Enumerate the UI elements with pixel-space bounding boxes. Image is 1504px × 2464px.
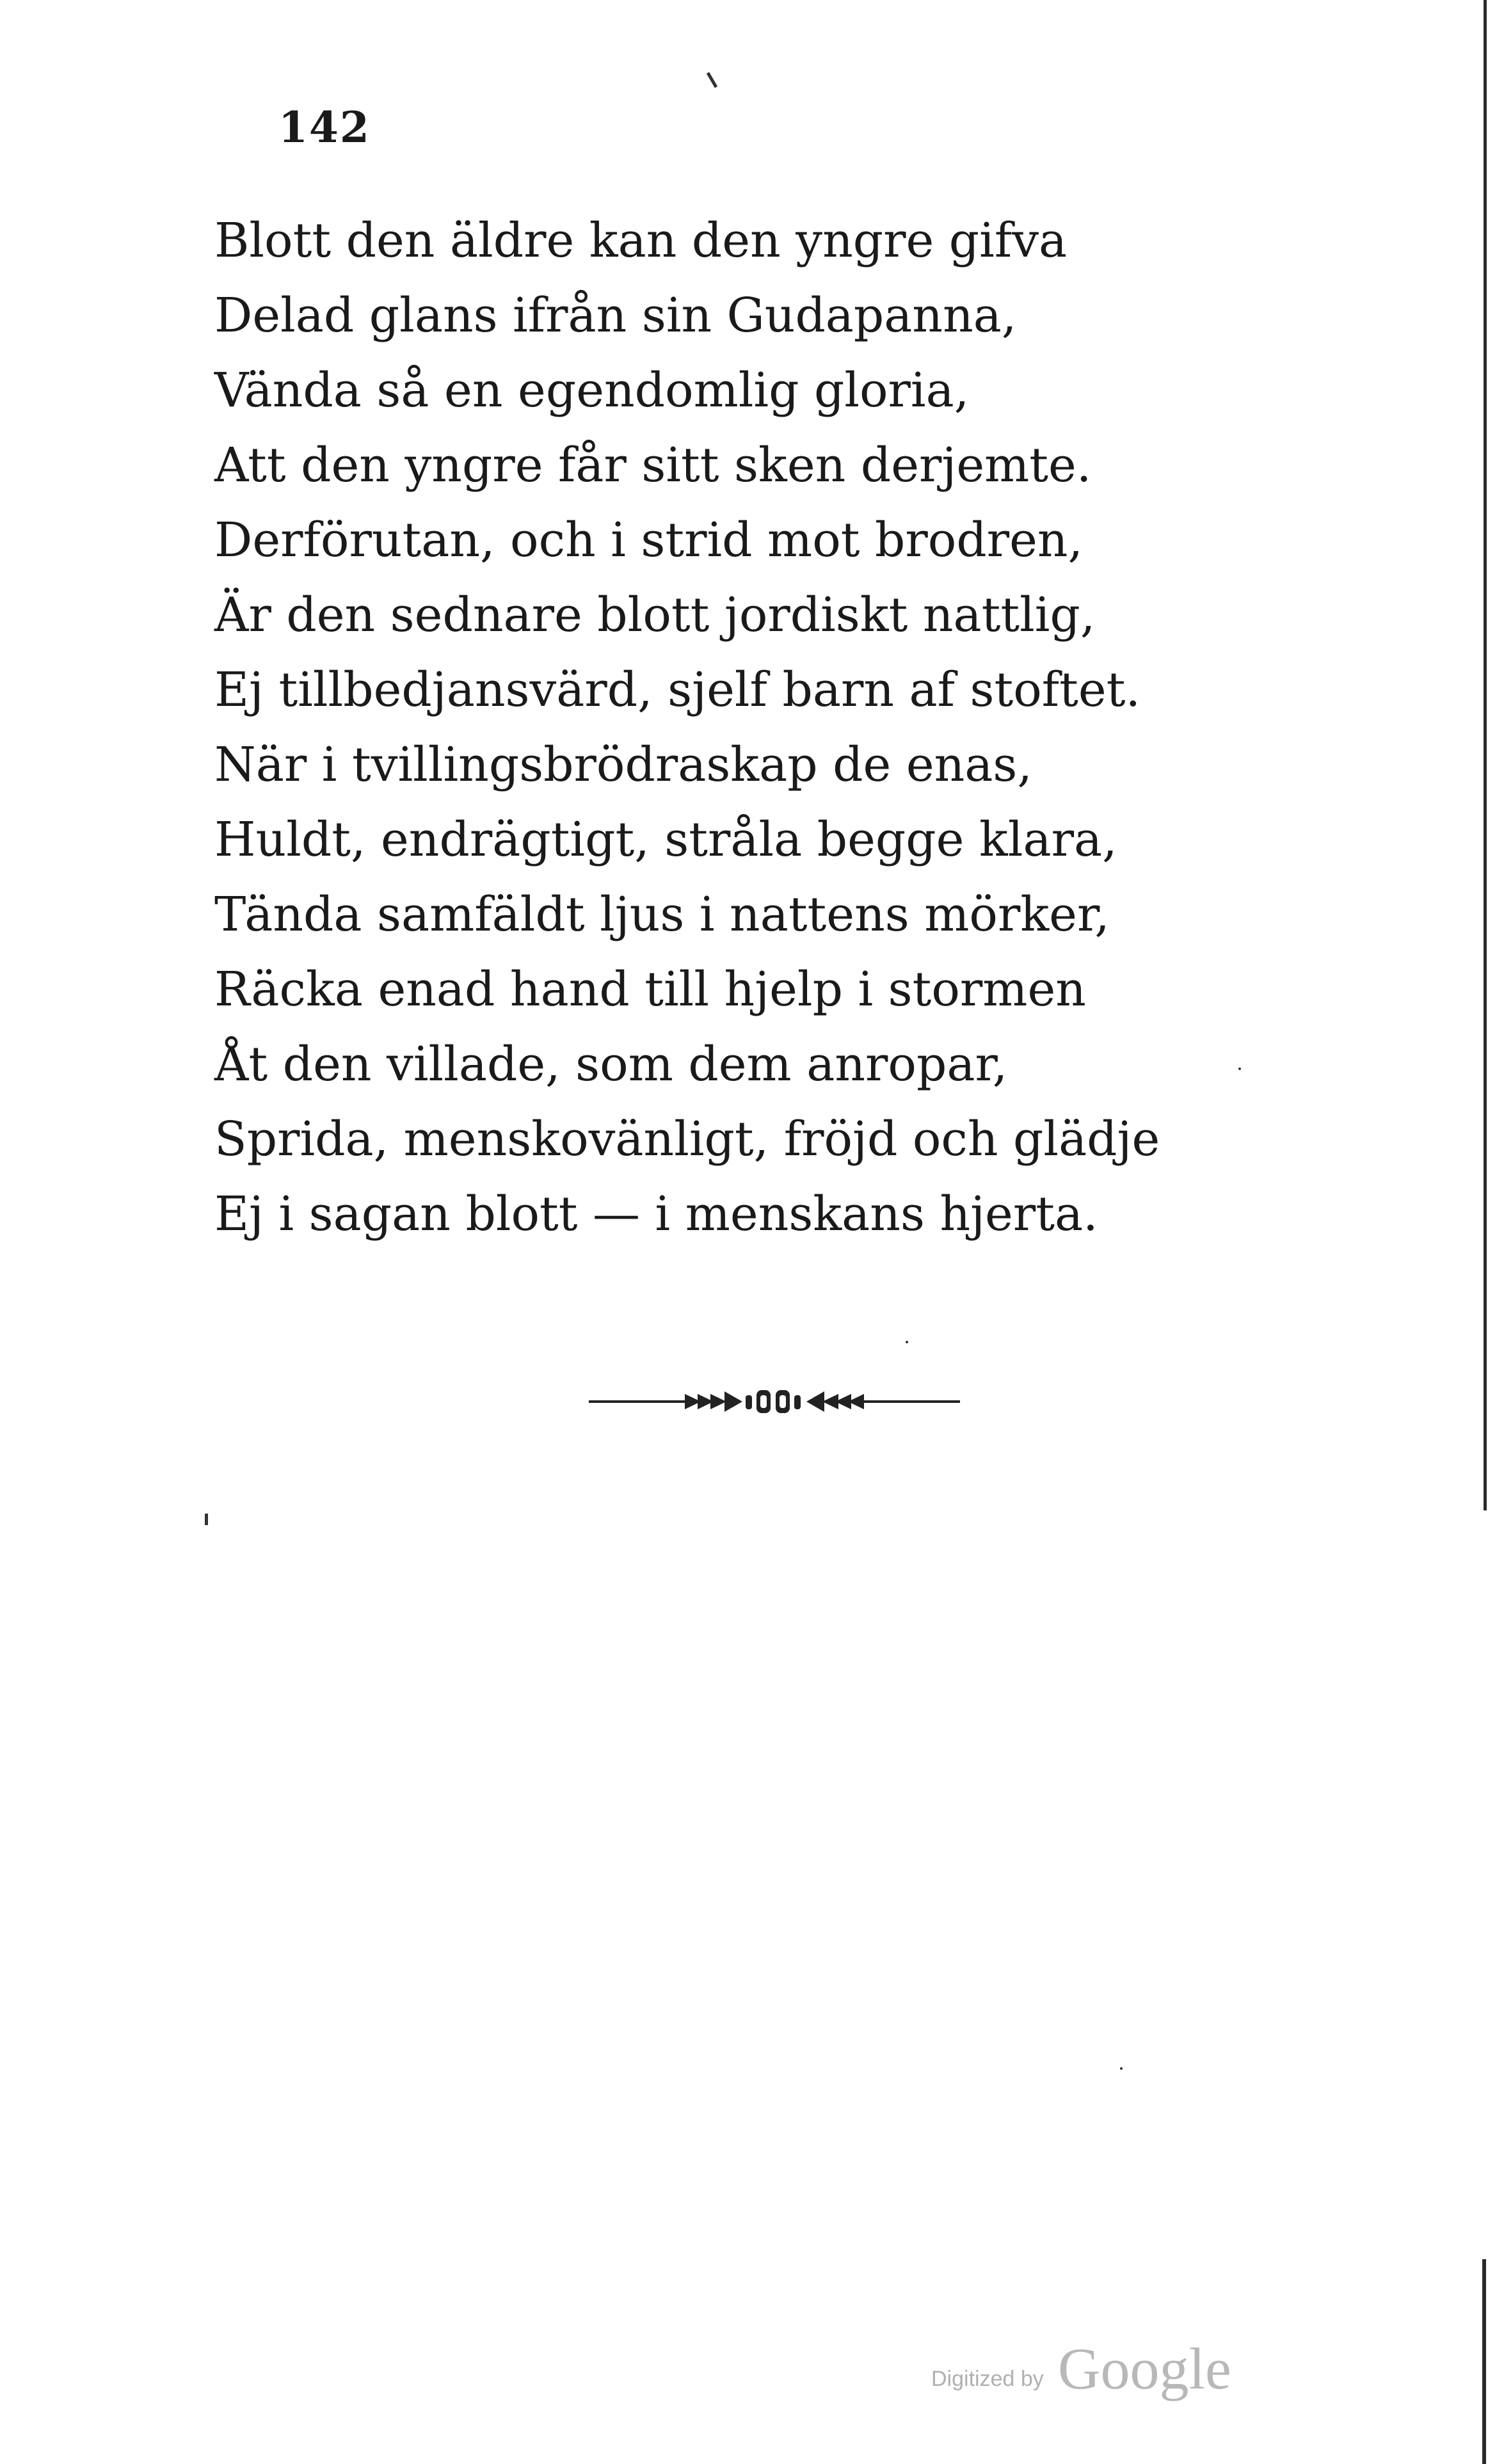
stray-mark xyxy=(1120,2067,1123,2070)
poem-line-12: Åt den villade, som dem anropar, xyxy=(214,1037,1008,1092)
poem-line-4: Att den yngre får sitt sken derjemte. xyxy=(214,438,1092,493)
poem-line-2: Delad glans ifrån sin Gudapanna, xyxy=(214,288,1017,343)
poem-line-3: Vända så en egendomlig gloria, xyxy=(214,363,970,418)
watermark-prefix: Digitized by xyxy=(931,2367,1044,2391)
stray-mark xyxy=(205,1514,208,1525)
poem-line-7: Ej tillbedjansvärd, sjelf barn af stoftet. xyxy=(214,662,1140,717)
page-edge-line xyxy=(1484,0,1487,1510)
watermark-brand: Google xyxy=(1058,2336,1231,2401)
poem-line-14: Ej i sagan blott — i menskans hjerta. xyxy=(214,1187,1098,1242)
stray-mark xyxy=(1238,1068,1241,1070)
poem-line-13: Sprida, menskovänligt, fröjd och glädje xyxy=(214,1112,1160,1167)
poem-line-11: Räcka enad hand till hjelp i stormen xyxy=(214,962,1086,1017)
decorative-rule-ornament-icon xyxy=(589,1376,960,1427)
page-edge-line xyxy=(1482,2259,1486,2464)
stray-mark xyxy=(906,1341,908,1343)
poem-line-1: Blott den äldre kan den yngre gifva xyxy=(214,213,1068,268)
page-number: 142 xyxy=(278,102,371,152)
poem-line-5: Derförutan, och i strid mot brodren, xyxy=(214,513,1084,568)
poem-line-6: Är den sednare blott jordiskt nattlig, xyxy=(214,588,1096,643)
poem-line-9: Huldt, endrägtigt, stråla begge klara, xyxy=(214,812,1117,867)
poem xyxy=(214,204,1226,1252)
poem-line-8: När i tvillingsbrödraskap de enas, xyxy=(214,737,1032,792)
stray-mark xyxy=(707,72,717,88)
google-watermark xyxy=(931,2330,1264,2406)
poem-line-10: Tända samfäldt ljus i nattens mörker, xyxy=(214,887,1110,942)
